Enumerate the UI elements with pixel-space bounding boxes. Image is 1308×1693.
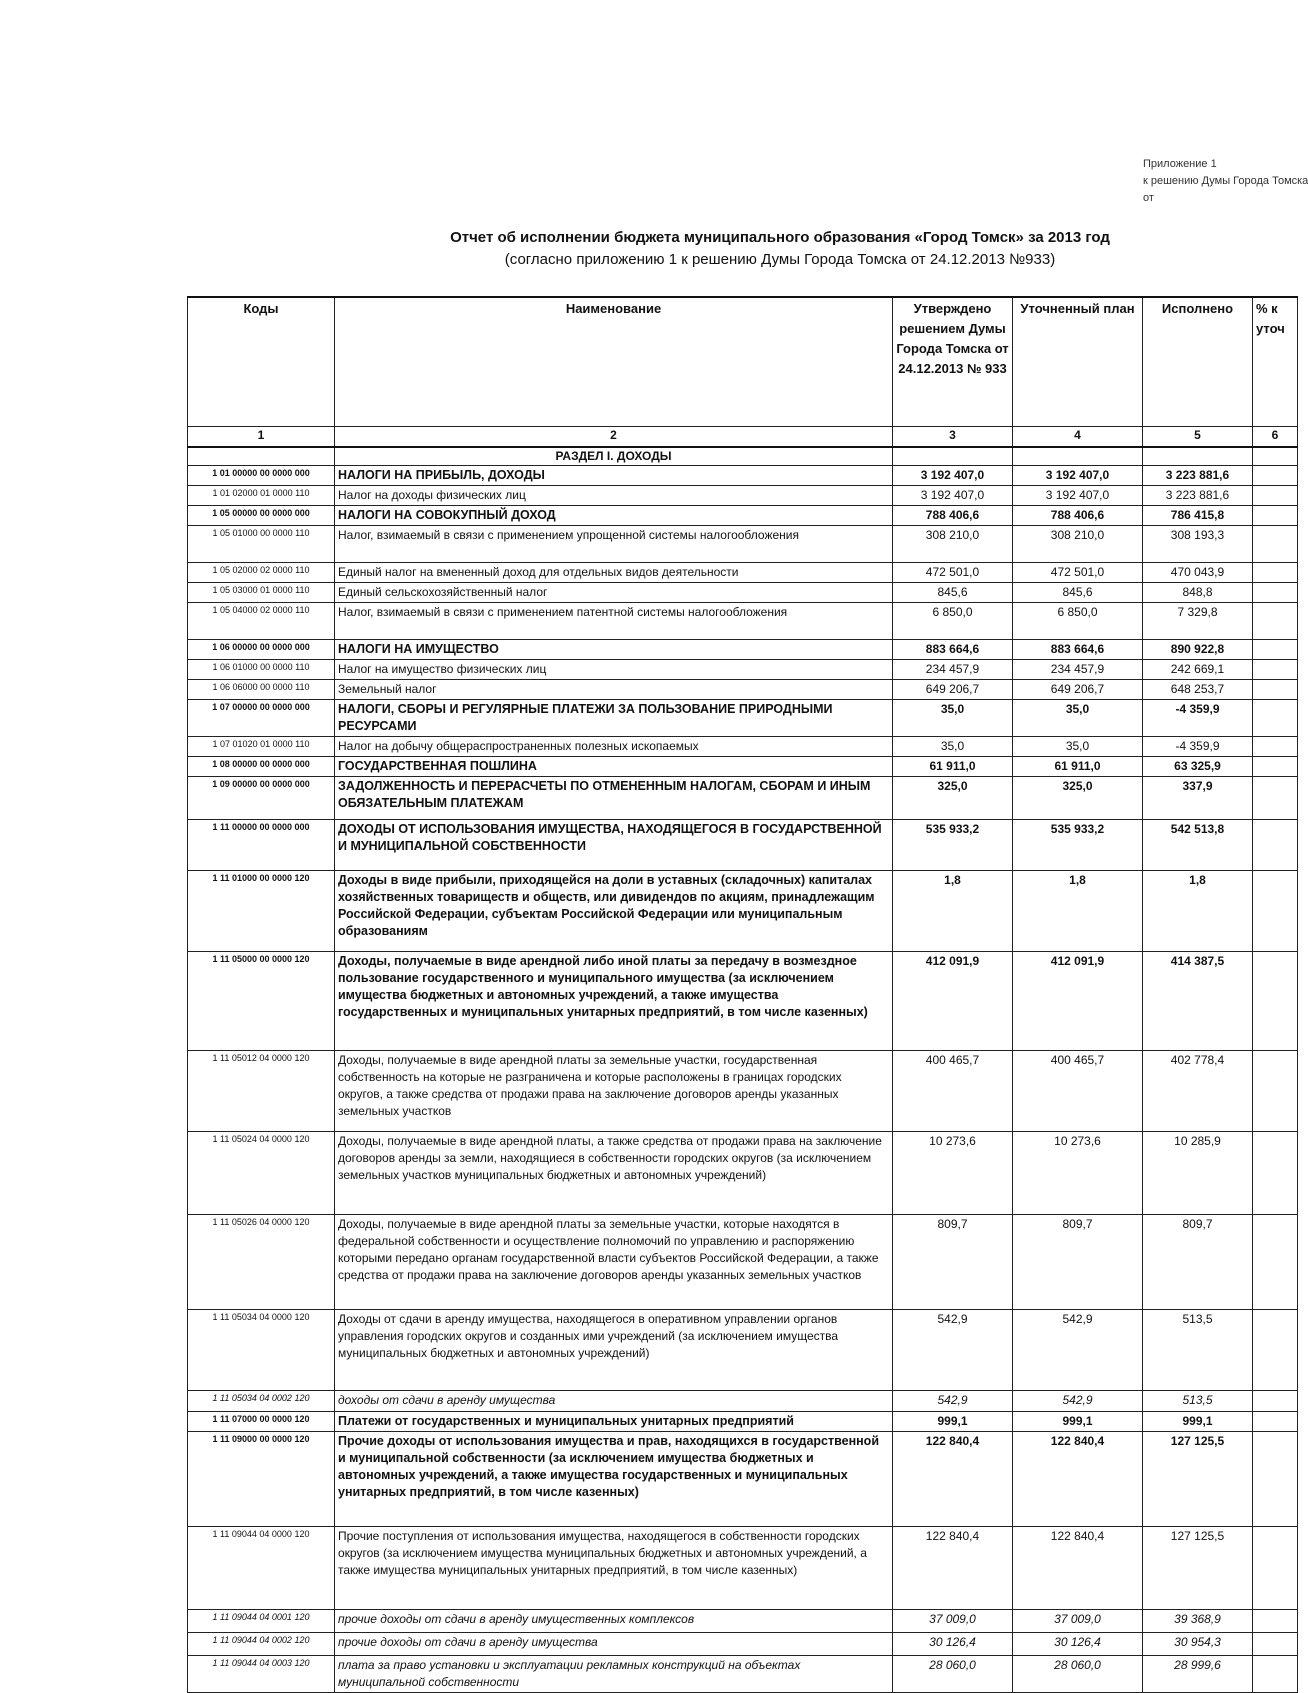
header-executed: Исполнено [1143, 297, 1253, 427]
row-code: 1 11 07000 00 0000 120 [188, 1412, 335, 1432]
row-code: 1 06 06000 00 0000 110 [188, 680, 335, 700]
row-revised: 809,7 [1013, 1215, 1143, 1310]
row-percent [1253, 563, 1298, 583]
row-revised: 325,0 [1013, 777, 1143, 820]
row-approved: 37 009,0 [893, 1610, 1013, 1633]
table-row [188, 1527, 1298, 1610]
row-percent [1253, 603, 1298, 640]
header-name: Наименование [335, 297, 893, 427]
row-name: Налог на имущество физических лиц [335, 660, 893, 680]
table-row [188, 820, 1298, 871]
row-code: 1 11 09044 04 0000 120 [188, 1527, 335, 1610]
row-revised: 845,6 [1013, 583, 1143, 603]
row-approved: 234 457,9 [893, 660, 1013, 680]
row-code: 1 11 05024 04 0000 120 [188, 1132, 335, 1215]
row-revised: 30 126,4 [1013, 1633, 1143, 1656]
row-percent [1253, 700, 1298, 737]
row-name: Налог на доходы физических лиц [335, 486, 893, 506]
row-code: 1 08 00000 00 0000 000 [188, 757, 335, 777]
table-row [188, 680, 1298, 700]
table-row [188, 700, 1298, 737]
row-code: 1 09 00000 00 0000 000 [188, 777, 335, 820]
row-approved: 35,0 [893, 700, 1013, 737]
row-approved: 845,6 [893, 583, 1013, 603]
row-percent [1253, 1432, 1298, 1527]
header-approved: Утверждено решением Думы Города Томска от 24.12.2013 № 933 [893, 297, 1013, 427]
row-name: НАЛОГИ НА ПРИБЫЛЬ, ДОХОДЫ [335, 466, 893, 486]
row-executed: 10 285,9 [1143, 1132, 1253, 1215]
row-revised: 472 501,0 [1013, 563, 1143, 583]
column-number: 4 [1013, 427, 1143, 448]
row-approved: 325,0 [893, 777, 1013, 820]
row-code: 1 11 00000 00 0000 000 [188, 820, 335, 871]
row-executed: 786 415,8 [1143, 506, 1253, 526]
row-approved: 10 273,6 [893, 1132, 1013, 1215]
table-row [188, 1132, 1298, 1215]
row-revised: 788 406,6 [1013, 506, 1143, 526]
row-percent [1253, 583, 1298, 603]
row-executed: 513,5 [1143, 1391, 1253, 1412]
row-executed: 890 922,8 [1143, 640, 1253, 660]
row-percent [1253, 1215, 1298, 1310]
row-executed: -4 359,9 [1143, 700, 1253, 737]
row-code: 1 05 03000 01 0000 110 [188, 583, 335, 603]
row-executed: 308 193,3 [1143, 526, 1253, 563]
row-percent [1253, 466, 1298, 486]
table-row [188, 466, 1298, 486]
row-name: Доходы, получаемые в виде арендной либо иной платы за передачу в возмездное пользование государственного и муниципального имущества (за исключением имущества бюджетных и автономных учреждений, а также имущества государственных и муниципальных унитарных предприятий, в том числе казенных) [335, 952, 893, 1051]
column-number: 3 [893, 427, 1013, 448]
row-executed: 39 368,9 [1143, 1610, 1253, 1633]
row-percent [1253, 952, 1298, 1051]
row-approved: 3 192 407,0 [893, 466, 1013, 486]
row-percent [1253, 1051, 1298, 1132]
row-percent [1253, 640, 1298, 660]
row-code: 1 01 02000 01 0000 110 [188, 486, 335, 506]
row-executed: 402 778,4 [1143, 1051, 1253, 1132]
row-revised: 35,0 [1013, 737, 1143, 757]
row-code: 1 07 00000 00 0000 000 [188, 700, 335, 737]
row-revised: 1,8 [1013, 871, 1143, 952]
row-revised: 649 206,7 [1013, 680, 1143, 700]
row-percent [1253, 1633, 1298, 1656]
column-number: 2 [335, 427, 893, 448]
row-executed: 809,7 [1143, 1215, 1253, 1310]
row-approved: 61 911,0 [893, 757, 1013, 777]
column-number: 5 [1143, 427, 1253, 448]
column-number: 6 [1253, 427, 1298, 448]
row-code: 1 11 01000 00 0000 120 [188, 871, 335, 952]
row-revised: 400 465,7 [1013, 1051, 1143, 1132]
table-row [188, 737, 1298, 757]
annex-line-1: Приложение 1 [1143, 158, 1217, 170]
row-revised: 542,9 [1013, 1391, 1143, 1412]
row-name: НАЛОГИ НА СОВОКУПНЫЙ ДОХОД [335, 506, 893, 526]
row-revised: 308 210,0 [1013, 526, 1143, 563]
row-executed: 127 125,5 [1143, 1527, 1253, 1610]
table-row [188, 1051, 1298, 1132]
row-name: Прочие доходы от использования имущества и прав, находящихся в государственной и муниципальной собственности (за исключением имущества бюджетных и автономных учреждений, а также имущества государственных и муниципальных унитарных предприятий, в том числе казенных) [335, 1432, 893, 1527]
row-approved: 809,7 [893, 1215, 1013, 1310]
row-executed: 648 253,7 [1143, 680, 1253, 700]
row-executed: 1,8 [1143, 871, 1253, 952]
row-code: 1 01 00000 00 0000 000 [188, 466, 335, 486]
report-title: Отчет об исполнении бюджета муниципального образования «Город Томск» за 2013 год [450, 229, 1110, 246]
table-row [188, 1310, 1298, 1391]
row-code: 1 05 00000 00 0000 000 [188, 506, 335, 526]
row-approved: 35,0 [893, 737, 1013, 757]
row-executed: 30 954,3 [1143, 1633, 1253, 1656]
row-code: 1 11 09044 04 0002 120 [188, 1633, 335, 1656]
table-row [188, 506, 1298, 526]
row-executed: 848,8 [1143, 583, 1253, 603]
row-name: Доходы, получаемые в виде арендной платы за земельные участки, государственная собственность на которые не разграничена и которые расположены в границах городских округов, а также средства от продажи права на заключение договоров аренды указанных земельных участков [335, 1051, 893, 1132]
row-executed: 999,1 [1143, 1412, 1253, 1432]
row-approved: 999,1 [893, 1412, 1013, 1432]
annex-line-2: к решению Думы Города Томска [1143, 175, 1308, 187]
row-approved: 883 664,6 [893, 640, 1013, 660]
table-row [188, 603, 1298, 640]
row-name: НАЛОГИ НА ИМУЩЕСТВО [335, 640, 893, 660]
row-percent [1253, 1132, 1298, 1215]
row-revised: 3 192 407,0 [1013, 486, 1143, 506]
row-approved: 1,8 [893, 871, 1013, 952]
row-name: ДОХОДЫ ОТ ИСПОЛЬЗОВАНИЯ ИМУЩЕСТВА, НАХОДЯЩЕГОСЯ В ГОСУДАРСТВЕННОЙ И МУНИЦИПАЛЬНОЙ СОБСТВЕННОСТИ [335, 820, 893, 871]
row-revised: 412 091,9 [1013, 952, 1143, 1051]
row-revised: 535 933,2 [1013, 820, 1143, 871]
row-approved: 400 465,7 [893, 1051, 1013, 1132]
row-revised: 3 192 407,0 [1013, 466, 1143, 486]
row-revised: 542,9 [1013, 1310, 1143, 1391]
row-executed: 3 223 881,6 [1143, 466, 1253, 486]
row-executed: 337,9 [1143, 777, 1253, 820]
row-approved: 412 091,9 [893, 952, 1013, 1051]
row-percent [1253, 1656, 1298, 1693]
row-name: прочие доходы от сдачи в аренду имущественных комплексов [335, 1610, 893, 1633]
row-revised: 883 664,6 [1013, 640, 1143, 660]
row-name: ГОСУДАРСТВЕННАЯ ПОШЛИНА [335, 757, 893, 777]
row-approved: 649 206,7 [893, 680, 1013, 700]
row-approved: 472 501,0 [893, 563, 1013, 583]
row-executed: 242 669,1 [1143, 660, 1253, 680]
table-row [188, 777, 1298, 820]
row-name: Доходы в виде прибыли, приходящейся на доли в уставных (складочных) капиталах хозяйственных товариществ и обществ, или дивидендов по акциям, принадлежащим Российской Федерации, субъектам Российской Федерации или муниципальным образованиям [335, 871, 893, 952]
row-revised: 999,1 [1013, 1412, 1143, 1432]
row-executed: 63 325,9 [1143, 757, 1253, 777]
row-name: доходы от сдачи в аренду имущества [335, 1391, 893, 1412]
header-row [188, 297, 1298, 427]
column-number-row [188, 427, 1298, 448]
row-code: 1 06 01000 00 0000 110 [188, 660, 335, 680]
table-row [188, 1391, 1298, 1412]
row-percent [1253, 680, 1298, 700]
section-row [188, 447, 1298, 466]
row-code: 1 05 04000 02 0000 110 [188, 603, 335, 640]
row-percent [1253, 757, 1298, 777]
row-code: 1 11 09044 04 0003 120 [188, 1656, 335, 1693]
row-percent [1253, 660, 1298, 680]
row-revised: 10 273,6 [1013, 1132, 1143, 1215]
row-name: Налог, взимаемый в связи с применением патентной системы налогообложения [335, 603, 893, 640]
table-row [188, 1432, 1298, 1527]
row-approved: 122 840,4 [893, 1432, 1013, 1527]
table-row [188, 871, 1298, 952]
row-percent [1253, 737, 1298, 757]
row-name: Прочие поступления от использования имущества, находящегося в собственности городских округов (за исключением имущества муниципальных бюджетных и автономных учреждений, а также имущества муниципальных унитарных предприятий, в том числе казенных) [335, 1527, 893, 1610]
row-name: Платежи от государственных и муниципальных унитарных предприятий [335, 1412, 893, 1432]
row-approved: 308 210,0 [893, 526, 1013, 563]
row-revised: 122 840,4 [1013, 1432, 1143, 1527]
row-revised: 28 060,0 [1013, 1656, 1143, 1693]
row-code: 1 07 01020 01 0000 110 [188, 737, 335, 757]
header-revised: Уточненный план [1013, 297, 1143, 427]
row-revised: 35,0 [1013, 700, 1143, 737]
row-executed: 414 387,5 [1143, 952, 1253, 1051]
annex-line-3: от [1143, 192, 1154, 204]
row-approved: 788 406,6 [893, 506, 1013, 526]
row-name: Доходы, получаемые в виде арендной платы за земельные участки, которые находятся в федеральной собственности и осуществление полномочий по управлению и распоряжению которыми передано органам государственной власти субъектов Российской Федерации, а также средства от продажи права на заключение договоров аренды указанных земельных участков [335, 1215, 893, 1310]
header-percent: % к уточ [1253, 297, 1298, 427]
table-row [188, 526, 1298, 563]
row-executed: 7 329,8 [1143, 603, 1253, 640]
row-executed: 542 513,8 [1143, 820, 1253, 871]
row-revised: 122 840,4 [1013, 1527, 1143, 1610]
row-revised: 234 457,9 [1013, 660, 1143, 680]
row-revised: 37 009,0 [1013, 1610, 1143, 1633]
budget-table [187, 296, 1298, 1693]
row-revised: 6 850,0 [1013, 603, 1143, 640]
table-row [188, 640, 1298, 660]
row-code: 1 11 05000 00 0000 120 [188, 952, 335, 1051]
row-code: 1 05 01000 00 0000 110 [188, 526, 335, 563]
table-row [188, 1412, 1298, 1432]
table-row [188, 486, 1298, 506]
row-name: Земельный налог [335, 680, 893, 700]
column-number: 1 [188, 427, 335, 448]
row-code: 1 11 05012 04 0000 120 [188, 1051, 335, 1132]
report-subtitle: (согласно приложению 1 к решению Думы Города Томска от 24.12.2013 №933) [504, 251, 1056, 268]
row-percent [1253, 1527, 1298, 1610]
header-codes: Коды [188, 297, 335, 427]
table-row [188, 1215, 1298, 1310]
row-revised: 61 911,0 [1013, 757, 1143, 777]
row-percent [1253, 777, 1298, 820]
row-percent [1253, 1310, 1298, 1391]
table-row [188, 583, 1298, 603]
row-code: 1 11 09000 00 0000 120 [188, 1432, 335, 1527]
row-executed: 28 999,6 [1143, 1656, 1253, 1693]
row-name: Единый налог на вмененный доход для отдельных видов деятельности [335, 563, 893, 583]
table-row [188, 660, 1298, 680]
row-percent [1253, 820, 1298, 871]
row-percent [1253, 1391, 1298, 1412]
table-row [188, 563, 1298, 583]
row-approved: 6 850,0 [893, 603, 1013, 640]
row-name: Доходы от сдачи в аренду имущества, находящегося в оперативном управлении органов управления городских округов и созданных ими учреждений (за исключением имущества муниципальных бюджетных и автономных учреждений) [335, 1310, 893, 1391]
annex-note [1143, 156, 1308, 207]
row-code: 1 06 00000 00 0000 000 [188, 640, 335, 660]
row-executed: -4 359,9 [1143, 737, 1253, 757]
row-percent [1253, 871, 1298, 952]
row-percent [1253, 526, 1298, 563]
row-name: Налог на добычу общераспространенных полезных ископаемых [335, 737, 893, 757]
row-code: 1 11 09044 04 0001 120 [188, 1610, 335, 1633]
row-code: 1 11 05034 04 0000 120 [188, 1310, 335, 1391]
table-row [188, 1633, 1298, 1656]
row-code: 1 11 05034 04 0002 120 [188, 1391, 335, 1412]
row-name: плата за право установки и эксплуатации рекламных конструкций на объектах муниципальной собственности [335, 1656, 893, 1693]
row-executed: 513,5 [1143, 1310, 1253, 1391]
table-row [188, 757, 1298, 777]
row-approved: 3 192 407,0 [893, 486, 1013, 506]
row-code: 1 05 02000 02 0000 110 [188, 563, 335, 583]
table-row [188, 1610, 1298, 1633]
row-name: ЗАДОЛЖЕННОСТЬ И ПЕРЕРАСЧЕТЫ ПО ОТМЕНЕННЫМ НАЛОГАМ, СБОРАМ И ИНЫМ ОБЯЗАТЕЛЬНЫМ ПЛАТЕЖАМ [335, 777, 893, 820]
row-executed: 470 043,9 [1143, 563, 1253, 583]
row-approved: 542,9 [893, 1310, 1013, 1391]
row-approved: 28 060,0 [893, 1656, 1013, 1693]
row-name: Единый сельскохозяйственный налог [335, 583, 893, 603]
row-percent [1253, 486, 1298, 506]
row-percent [1253, 1412, 1298, 1432]
row-name: Доходы, получаемые в виде арендной платы, а также средства от продажи права на заключение договоров аренды за земли, находящиеся в собственности городских округов (за исключением земельных участков муниципальных бюджетных и автономных учреждений) [335, 1132, 893, 1215]
row-percent [1253, 506, 1298, 526]
row-executed: 3 223 881,6 [1143, 486, 1253, 506]
row-name: Налог, взимаемый в связи с применением упрощенной системы налогообложения [335, 526, 893, 563]
row-code: 1 11 05026 04 0000 120 [188, 1215, 335, 1310]
row-approved: 542,9 [893, 1391, 1013, 1412]
row-approved: 122 840,4 [893, 1527, 1013, 1610]
row-approved: 30 126,4 [893, 1633, 1013, 1656]
row-percent [1253, 1610, 1298, 1633]
row-name: НАЛОГИ, СБОРЫ И РЕГУЛЯРНЫЕ ПЛАТЕЖИ ЗА ПОЛЬЗОВАНИЕ ПРИРОДНЫМИ РЕСУРСАМИ [335, 700, 893, 737]
table-row [188, 1656, 1298, 1693]
row-name: прочие доходы от сдачи в аренду имущества [335, 1633, 893, 1656]
table-row [188, 952, 1298, 1051]
section-title: РАЗДЕЛ I. ДОХОДЫ [335, 447, 893, 466]
row-executed: 127 125,5 [1143, 1432, 1253, 1527]
row-approved: 535 933,2 [893, 820, 1013, 871]
